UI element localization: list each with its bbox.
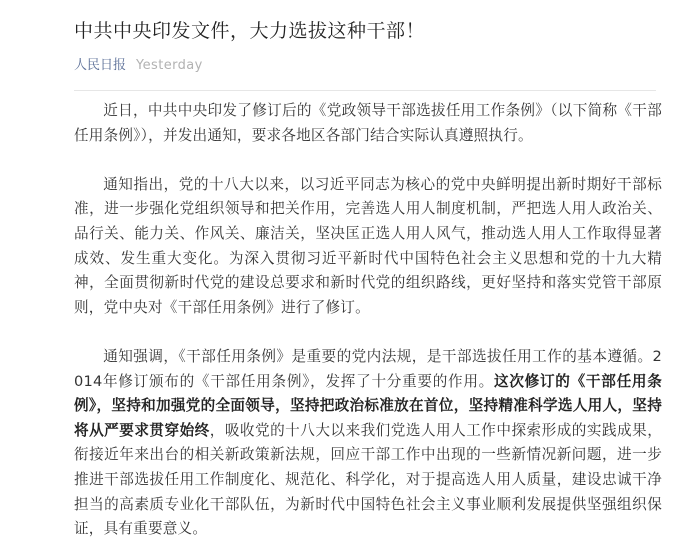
article-meta [74, 57, 656, 75]
paragraph-3 [74, 345, 662, 542]
article-body [74, 99, 662, 542]
paragraph-3-bold: 这次修订的《干部任用条例》，坚持和加强党的全面领导，坚持把政治标准放在首位，坚持精准科学选人用人，坚持将从严要求贯穿始终 [74, 372, 663, 439]
paragraph-2: 通知指出，党的十八大以来，以习近平同志为核心的党中央鲜明提出新时期好干部标准，进一步强化党组织领导和把关作用，完善选人用人制度机制，严把选人用人政治关、品行关、能力关、作风关、廉洁关，坚决匡正选人用人风气，推动选人用人工作取得显著成效、发生重大变化。为深入贯彻习近平新时代中国特色社会主义思想和党的十九大精神，全面贯彻新时代党的建设总要求和新时代党的组织路线，更好坚持和落实党管干部原则，党中央对《干部任用条例》进行了修订。 [74, 175, 662, 316]
publish-time: Yesterday [136, 58, 203, 73]
source-link[interactable]: 人民日报 [74, 58, 127, 73]
paragraph-3-tail: ，吸收党的十八大以来我们党选人用人工作中探索形成的实践成果，衔接近年来出台的相关新政策新法规，回应干部工作中出现的一些新情况新问题，进一步推进干部选拔任用工作制度化、规范化、科学化，对于提高选人用人质量，建设忠诚干净担当的高素质专业化干部队伍，为新时代中国特色社会主义事业顺利发展提供坚强组织保证，具有重要意义。 [74, 421, 662, 538]
paragraph-gap [74, 148, 662, 173]
paragraph-3-lead: 通知强调，《干部任用条例》是重要的党内法规，是干部选拔任用工作的基本遵循。2014年修订颁布的《干部任用条例》，发挥了十分重要的作用。 [74, 347, 662, 390]
paragraph-gap [74, 320, 662, 345]
article-title: 中共中央印发文件，大力选拔这种干部！ [74, 20, 426, 42]
paragraph-1: 近日，中共中央印发了修订后的《党政领导干部选拔任用工作条例》（以下简称《干部任用条例》），并发出通知，要求各地区各部门结合实际认真遵照执行。 [74, 102, 662, 144]
title-divider [74, 90, 656, 91]
